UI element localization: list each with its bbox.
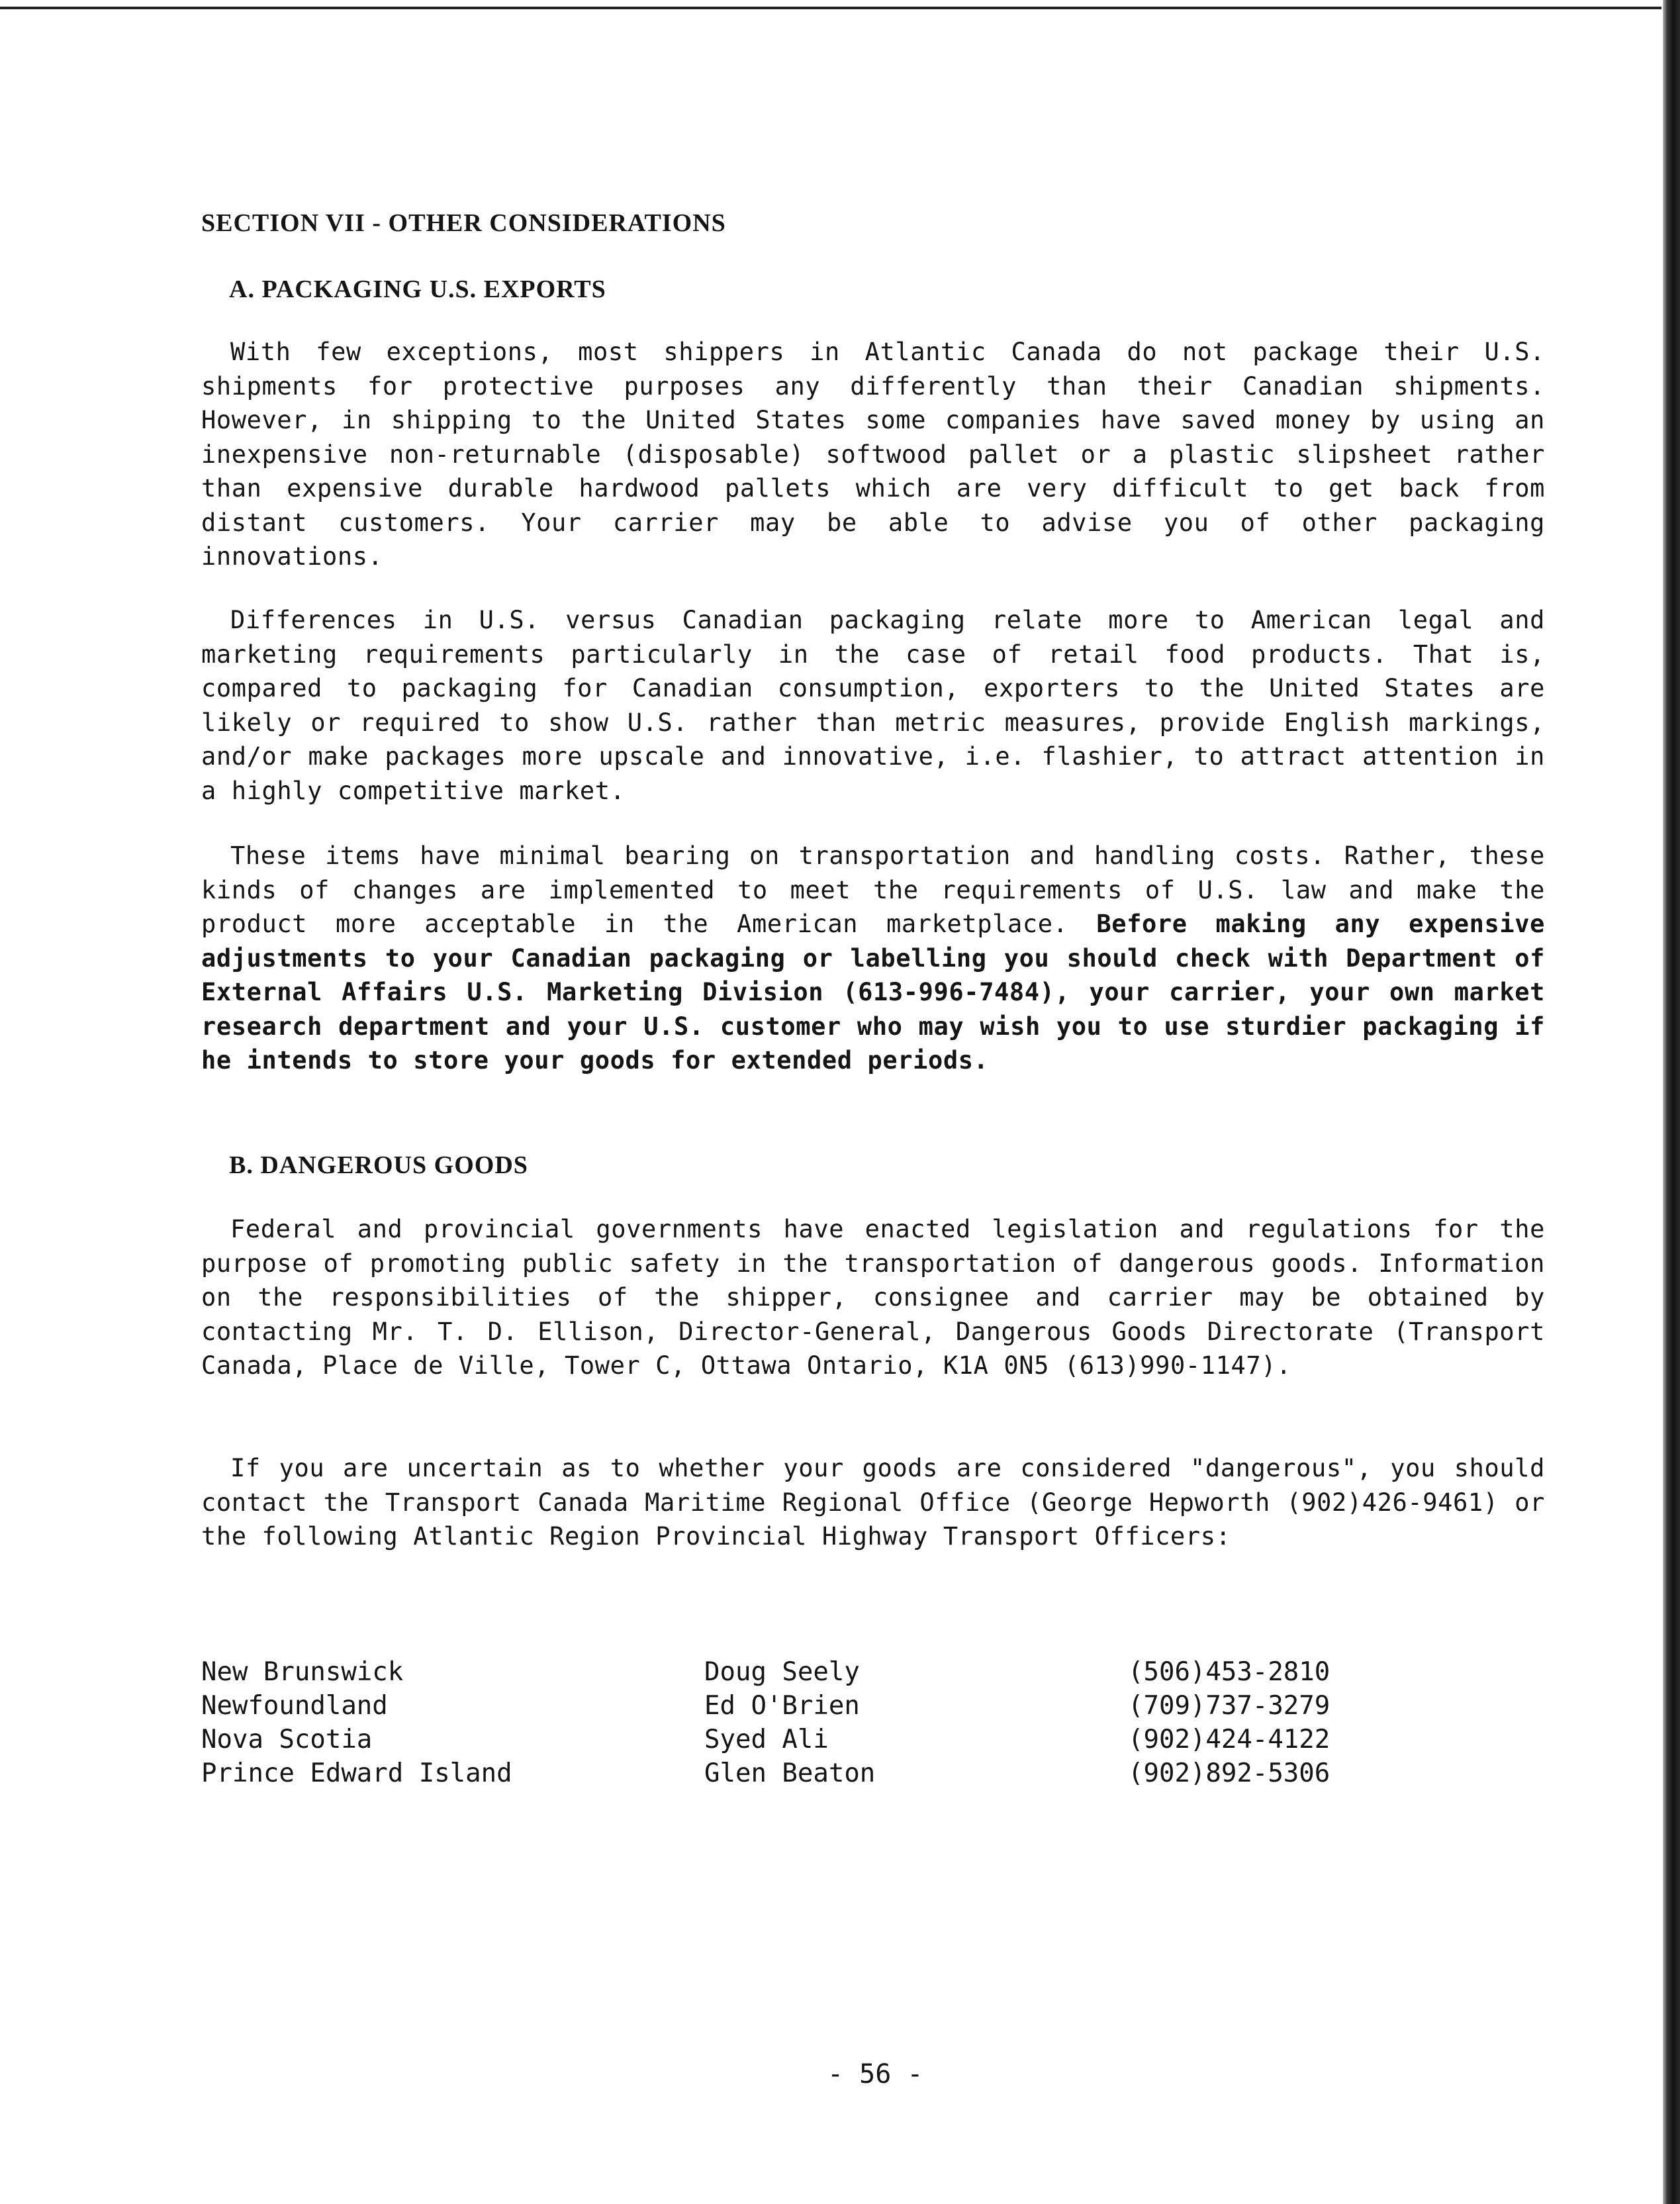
packaging-paragraph-2-text: Differences in U.S. versus Canadian packaging relate more to American legal and marketing requirements particularly in the case of retail food products. That is, compared to packaging for Canadian consumption, exporters to the United States are likely or required to show U.S. rather than metric measures, provide English markings, and/or make packages more upscale and innovative, i.e. flashier, to attract attention in a highly competitive market. xyxy=(201,606,1545,805)
section-title: SECTION VII - OTHER CONSIDERATIONS xyxy=(201,209,726,237)
packaging-paragraph-1-text: With few exceptions, most shippers in Atlantic Canada do not package their U.S. shipments for protective purposes any differently than their Canadian shipments. However, in shipping to the United States some companies have saved money by using an inexpensive non-returnable (disposable) softwood pallet or a plastic slipsheet rather than expensive durable hardwood pallets which are very difficult to get back from distant customers. Your carrier may be able to advise you of other packaging innovations. xyxy=(201,338,1545,571)
page-edge-shadow xyxy=(1663,0,1680,2204)
officer-row xyxy=(201,1689,1552,1723)
officer-name: Glen Beaton xyxy=(704,1758,876,1788)
officer-phone: (709)737-3279 xyxy=(1128,1691,1330,1721)
packaging-paragraph-3-bold-text: Before making any expensive adjustments to your Canadian packaging or labelling you should check with Department of External Affairs U.S. Marketing Division (613-996-7484), your carrier, your own market research department and your U.S. customer who may wish you to use sturdier packaging if he intends to store your goods for extended periods. xyxy=(201,910,1545,1075)
top-rule xyxy=(0,7,1661,9)
officer-phone: (902)892-5306 xyxy=(1128,1758,1330,1788)
officer-province: Nova Scotia xyxy=(201,1725,373,1754)
officer-phone: (506)453-2810 xyxy=(1128,1657,1330,1687)
officer-name: Syed Ali xyxy=(704,1725,829,1754)
dangerous-goods-paragraph-2 xyxy=(201,1451,1545,1554)
packaging-paragraph-3 xyxy=(201,839,1545,1078)
packaging-paragraph-2 xyxy=(201,603,1545,808)
officers-list xyxy=(201,1655,1552,1790)
officer-province: New Brunswick xyxy=(201,1657,404,1687)
officer-province: Newfoundland xyxy=(201,1691,388,1721)
packaging-paragraph-1 xyxy=(201,335,1545,574)
officer-row xyxy=(201,1655,1552,1689)
officer-row xyxy=(201,1723,1552,1756)
officer-name: Doug Seely xyxy=(704,1657,860,1687)
officer-province: Prince Edward Island xyxy=(201,1758,512,1788)
dangerous-goods-paragraph-2-text: If you are uncertain as to whether your goods are considered "dangerous", you should contact the Transport Canada Maritime Regional Office (George Hepworth (902)426-9461) or the following Atlantic Region Provincial Highway Transport Officers: xyxy=(201,1454,1545,1551)
dangerous-goods-paragraph-1 xyxy=(201,1212,1545,1383)
officer-name: Ed O'Brien xyxy=(704,1691,860,1721)
page-number: - 56 - xyxy=(827,2059,923,2089)
packaging-paragraph-3-text: These items have minimal bearing on transportation and handling costs. Rather, these kinds of changes are implemented to meet the requirements of U.S. law and make the product more acceptable in the American marketplace. xyxy=(201,841,1545,938)
dangerous-goods-heading: B. DANGEROUS GOODS xyxy=(229,1151,528,1179)
officer-phone: (902)424-4122 xyxy=(1128,1725,1330,1754)
officer-row xyxy=(201,1756,1552,1790)
dangerous-goods-paragraph-1-text: Federal and provincial governments have enacted legislation and regulations for the purpose of promoting public safety in the transportation of dangerous goods. Information on the responsibilities of the shipper, consignee and carrier may be obtained by contacting Mr. T. D. Ellison, Director-General, Dangerous Goods Directorate (Transport Canada, Place de Ville, Tower C, Ottawa Ontario, K1A 0N5 (613)990-1147). xyxy=(201,1215,1545,1380)
packaging-heading: A. PACKAGING U.S. EXPORTS xyxy=(229,275,606,303)
